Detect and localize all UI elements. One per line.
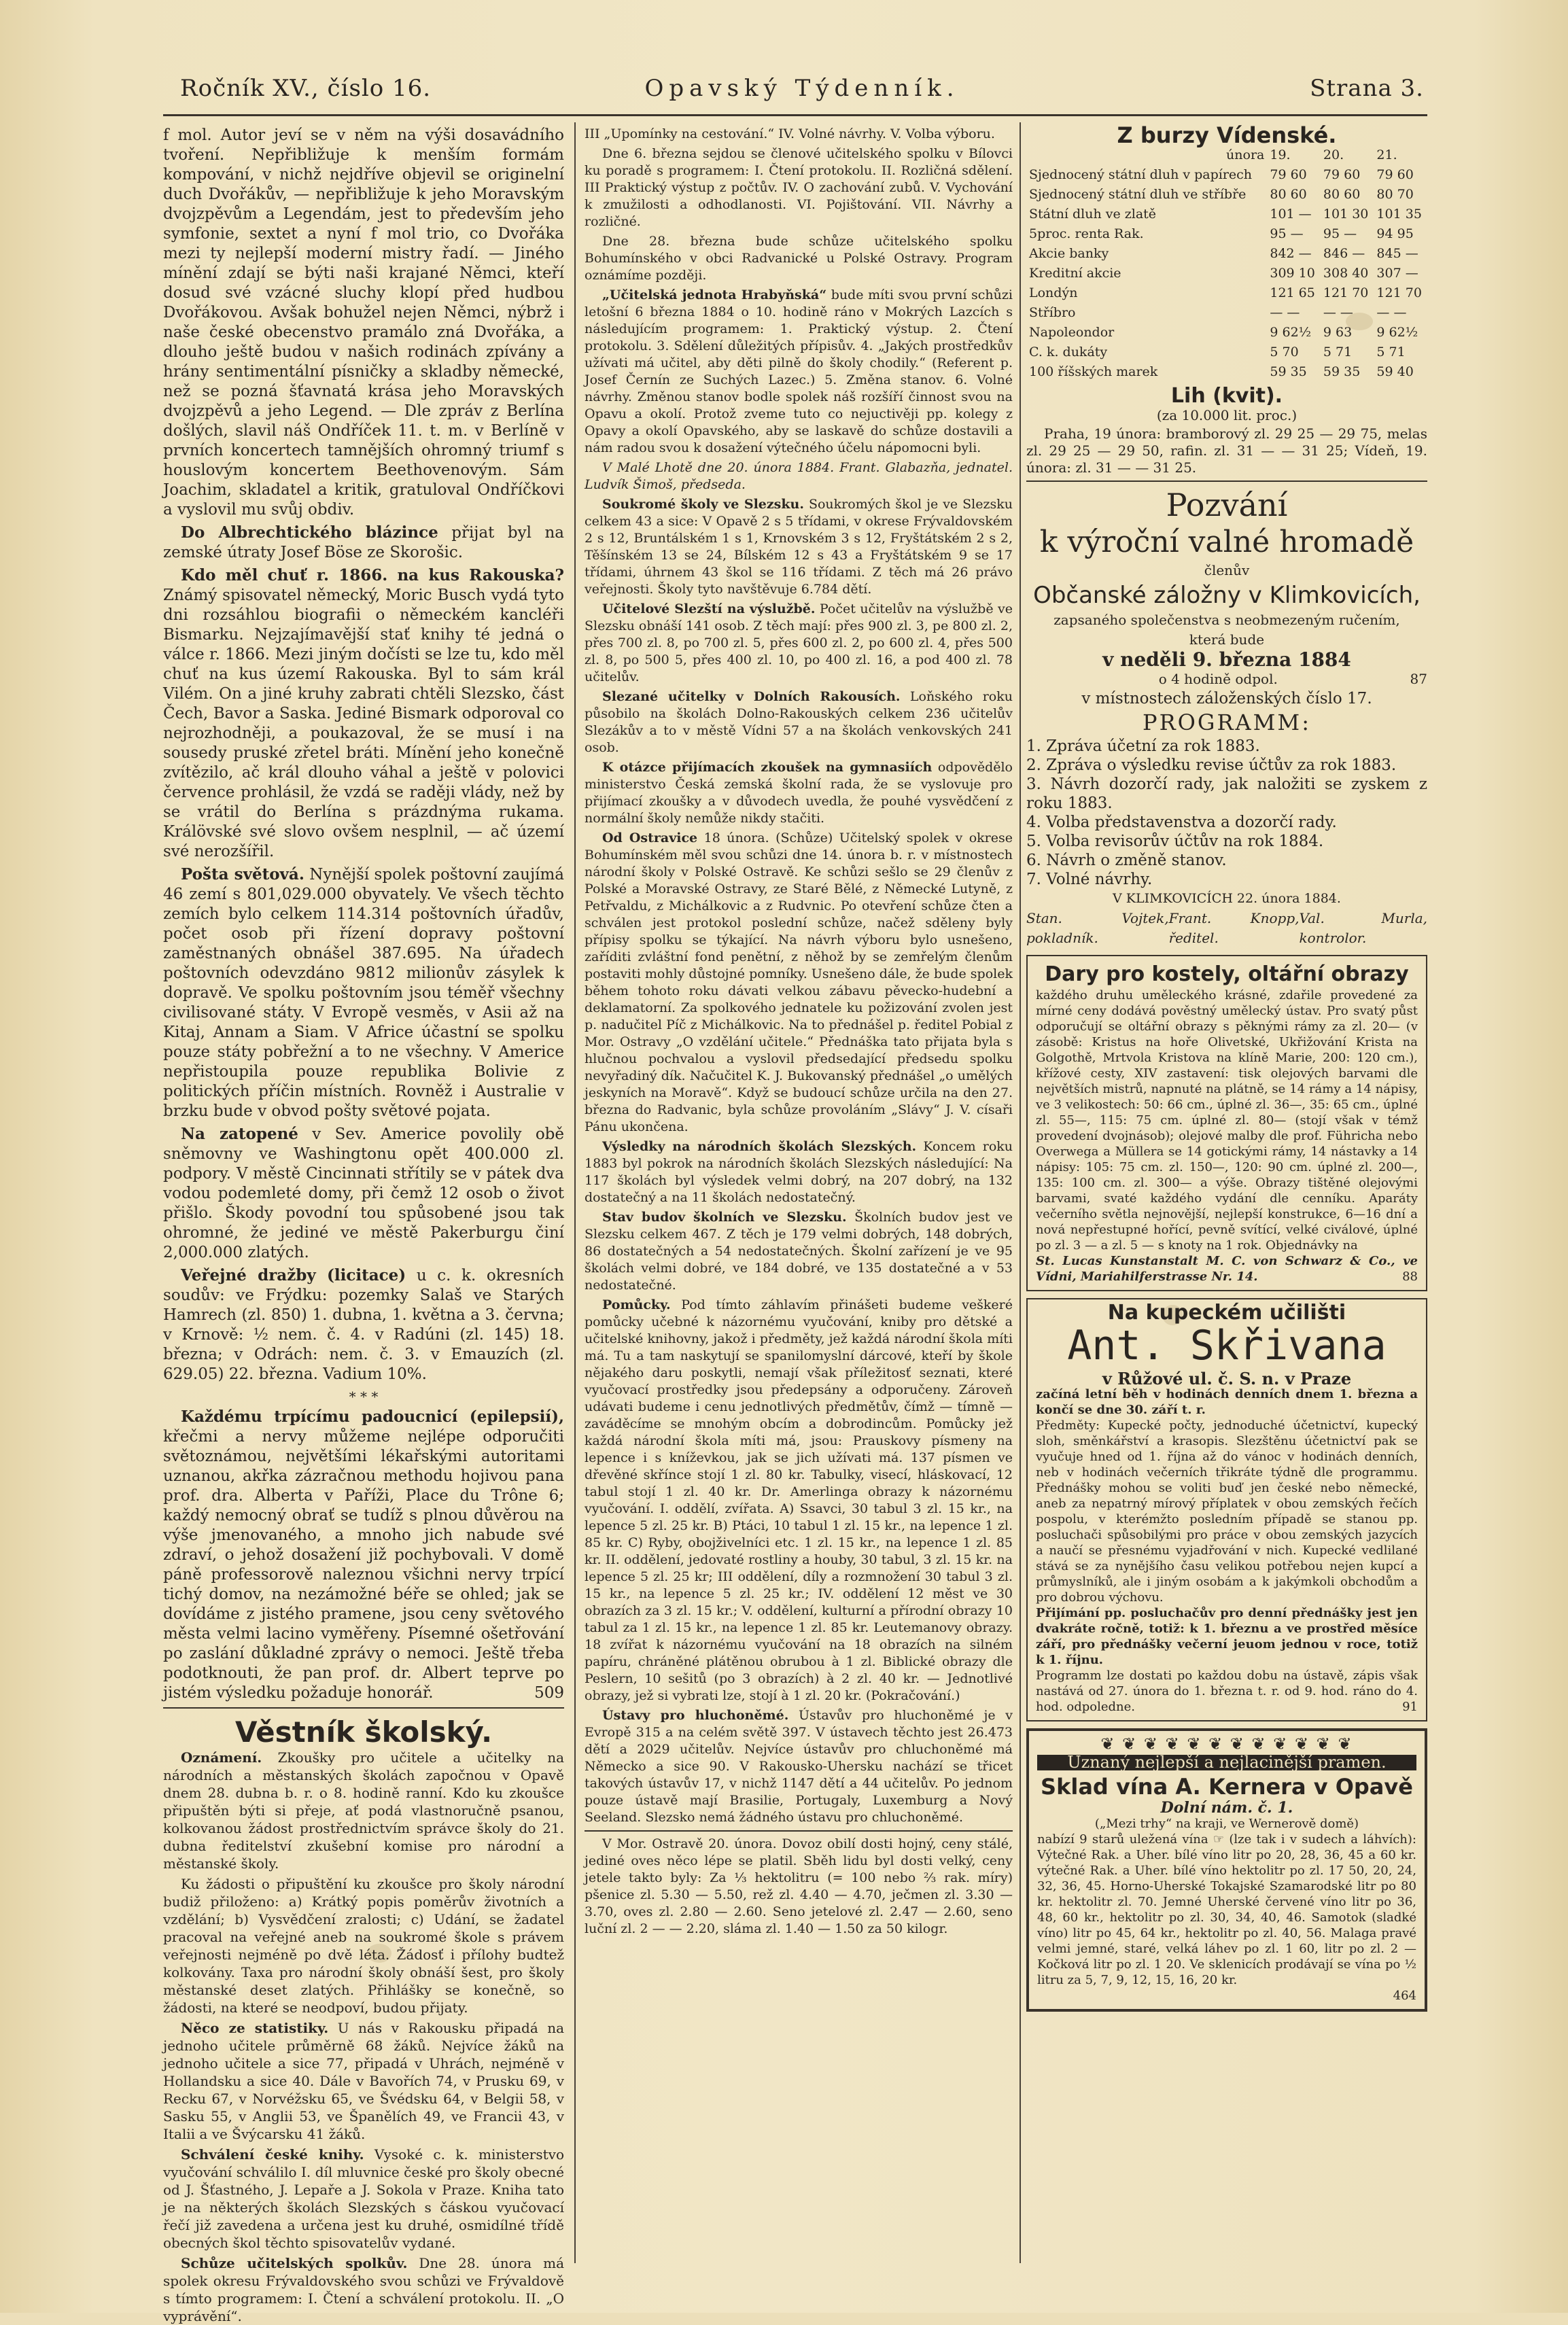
news-item — [163, 1749, 564, 1872]
table-header-cell: února — [1226, 147, 1265, 162]
news-text: Loňského roku působilo na školách Dolno-Rakouských celkem 236 učitelův Slezákův a to v městě Vídni 57 a na školách venkovských 241 osob. — [585, 689, 1013, 755]
table-cell: 9 63 — [1323, 325, 1353, 340]
section-rule — [585, 1830, 1013, 1832]
advert-address: („Mezi trhy“ na kraji, ve Wernerově domě) — [1094, 1817, 1359, 1831]
advert-number: 509 — [534, 1684, 564, 1702]
program-title: PROGRAMM: — [1143, 710, 1311, 735]
news-text: Dne 28. března bude schůze učitelského spolku Bohumínského v obci Radvanické u Polské Ostravy. Program oznámíme později. — [585, 234, 1013, 283]
advert-title: Dary pro kostely, oltářní obrazy — [1045, 962, 1409, 986]
school-name: Ant. Skřivana — [1067, 1322, 1387, 1369]
table-cell: 121 70 — [1376, 285, 1422, 300]
news-headline: Něco ze statistiky. — [181, 2020, 329, 2036]
news-item — [585, 601, 1013, 686]
news-signature: V Malé Lhotě dne 20. února 1884. Frant. Glabazňa, jednatel. Ludvík Šimoš, předseda. — [585, 460, 1013, 492]
news-text: odpovědělo ministerstvo Česká zemská školní rada, že se vyslovuje pro přijímací zkoušky a v důvodech uvedla, že pouhé vysvědčení z normální školy nemůže nikdy stačiti. — [585, 760, 1013, 826]
invite-text: členův — [1204, 562, 1250, 578]
table-cell: Napoleondor — [1029, 325, 1115, 340]
table-cell: 9 62½ — [1376, 325, 1418, 340]
invite-org: Občanské záložny v Klimkovicích, — [1033, 582, 1421, 609]
signer: Frant. Knopp, ředitel. — [1168, 910, 1300, 946]
signers-row — [1026, 909, 1427, 948]
news-headline: Schůze učitelských spolkův. — [181, 2255, 408, 2271]
table-cell: Státní dluh ve zlatě — [1029, 207, 1157, 222]
table-row — [1026, 343, 1427, 362]
news-headline: Do Albrechtického blázince — [181, 523, 438, 542]
advert-text: každého druhu uměleckého krásné, zdařile provedené za mírné ceny dodává pověstný umělecký ústav. Pro svatý půst odporučují se oltářní obrazy s pěknými rámy za zl. 20— (v zásobě: Kristus na hoře Olivetské, Ukřižování Krista na Golgothě, Mrtvola Kristova na klíně Marie, 200: 120 cm.), křížové cesty, XIV zastavení: tisk olejových barvami dle největších mistrů, napnuté na plátně, se 14 rámy a 14 nápisy, ve 3 velikostech: 50: 66 cm., úplné zl. 36—, 35: 65 cm., úplné zl. 55—, 115: 75 cm. úplné zl. 80— (stojí však v témž provedení dvojnásob); olejové malby dle prof. Führicha nebo Overwega a Müllera se 14 gotickými rámy, 14 nástavky a 14 nápisy: 105: 75 cm. zl. 150—, 120: 90 cm. úplné zl. 200—, 135: 100 cm. zl. 300— a výše. Obrazy tištěné olejovými barvami, svaté každého vydání dle cenníku. Aparáty večerního světla nejnovější, nejlepší konstrukce, 6—16 dní a nová nepřestupné hořící, pevně svítící, velké civálové, úplné po zl. 3 — a zl. 5 — s knoty na 1 rok. Objednávky na — [1036, 988, 1418, 1253]
table-cell: 101 — — [1270, 207, 1312, 222]
news-item — [163, 2254, 564, 2325]
signer: Stan. Vojtek, pokladník. — [1026, 910, 1169, 946]
advert-number: 87 — [1410, 671, 1427, 687]
advert-text — [1036, 1668, 1418, 1715]
news-headline: Oznámení. — [181, 1749, 262, 1766]
section-title-vestnik: Věstník školský. — [234, 1715, 493, 1749]
invite-date: v neděli 9. března 1884 — [1102, 648, 1351, 671]
advert-address: Dolní nám. č. 1. — [1160, 1799, 1293, 1817]
table-cell: — — — [1270, 305, 1300, 320]
advert-church-art — [1026, 955, 1427, 1291]
separator-stars: * * * — [349, 1388, 379, 1405]
news-text: křečmi a nervy můžeme nejlépe odporučiti světoznámou, největšími lékařskými autoritami uznanou, akřka zázračnou methodu hojivou pana prof. dra. Alberta v Paříži, Place du Trône 6; každý nemocný obrať se tudíž s plnou důvěrou na výše jmenovaného, a mnoho jich nabude své zdraví, o jehož dosažení již pochybovali. V domě páně professorově naleznou všichni nervy trpící tichý domov, na nezámožné béře se ohled; jak se dovídáme z jistého pramene, jsou ceny světového města velmi lacino vyměřeny. Písemné ošetřování po zaslání důkladné zprávy o nemoci. Ještě třeba podotknouti, že pan prof. dr. Albert teprve po jistém výsledku požaduje honorář. — [163, 1428, 564, 1702]
section-rule — [1026, 480, 1427, 482]
news-item — [585, 688, 1013, 756]
advert-text: Přijímání pp. posluchačův pro denní přednášky jest jen dvakráte ročně, totiž: k 1. březnu a ve prostřed měsíce září, pro přednášky večerní jeuom jednou v roce, totiž k 1. říjnu. — [1036, 1606, 1418, 1667]
advert-text: nabízí 9 starů uležená vína ☞ (lze tak i v sudech a láhvích): Výtečné Rak. a Uher. bílé víno litr po 20, 28, 36, 45 a 60 kr. výtečné Rak. a Uher. bílé víno hektolitr po zl. 17 50, 20, 24, 32, 36, 45. Horno-Uherské Tokajské Szamarodské litr po 80 kr. hektolitr zl. 70. Jemné Uherské červené víno litr po 36, 48, 60 kr., hektolitr po zl. 30, 34, 40, 46. Samotok (sladké víno) litr po 45, 64 kr., hektolitr po zl. 40, 56. Malaga pravé velmi jemné, staré, velká láhev po zl. 1 60, litr po zl. 2 — Kočková litr po zl. 1 20. Ve sklenicích prodávají se vína po ½ litru za 5, 7, 9, 12, 15, 16, 20 kr. — [1037, 1832, 1416, 1987]
column-left — [163, 126, 565, 2324]
table-cell: Sjednocený státní dluh ve stříbře — [1029, 187, 1247, 202]
table-row — [1026, 264, 1427, 283]
news-item — [163, 523, 564, 563]
news-item — [163, 1265, 564, 1384]
news-headline: Kdo měl chuť r. 1866. na kus Rakouska? — [181, 566, 564, 584]
news-text: Nynější spolek poštovní zaujímá 46 zemí s 801,029.000 obyvately. Ve všech těchto zemích bylo celkem 114.314 poštovních úřadův, počet osob při řízení dopravy poštovní zaměstnaných obnášel 387.695. Na úřadech poštovních odevzdáno 9812 milionův zásylek k dopravě. Ve spolku poštovním jsou téměř všechny civilisované státy. V Evropě vesměs, v Asii až na Kitaj, Annam a Siam. V Africe účastní se spolku pouze státy pobřežní a to ne všechny. V Americe nepřistoupila pouze republika Bolivie z politických příčin místních. Rovněž i Australie v brzku bude v obvod pošty světové pojata. — [163, 866, 565, 1120]
advert-text: začíná letní běh v hodinách denních dnem 1. března a končí se dne 30. září t. r. — [1036, 1387, 1418, 1417]
news-text: Zkoušky pro učitele a učitelky na národních a městanských školách započnou v Opavě dnem 28. dubna b. r. o 8. hodině ranní. Kdo ku zkoušce připuštěn býti si přeje, ať podá vlastnoručně psanou, kolkovanou žádost prostřednictvím správce školy do 21. dubna ředitelství zkušební komise pro národní a městanské školy. — [163, 1749, 564, 1872]
advert-title: Na kupeckém učilišti — [1107, 1301, 1346, 1325]
table-cell: 59 40 — [1376, 364, 1414, 379]
table-cell: 79 60 — [1270, 167, 1307, 182]
table-cell: 95 — — [1270, 226, 1304, 241]
advert-epilepsy — [163, 1407, 564, 1703]
signer: Val. Murla, kontrolor. — [1299, 910, 1427, 946]
news-headline: Od Ostravice — [602, 831, 698, 845]
article-text: f mol. Autor jeví se v něm na výši dosavádního tvoření. Nepřibližuje k menším formám kompování, v nichž nejdříve objevil se originelní duch Dvořákův, — nepřibližuje k jeho Moravským dvojzpěvům a Legendám, jest to především jeho symfonie, sextet a nyní f mol trio, co Dvořáka mezi ty nejlepší moderní mistry řadí. — Jiného mínění zdají se býti naši krajané Němci, kteří dosud své vzácné sluchy klopí před hudbou Dvořákovou. Avšak bohužel nejen Němci, nýbrž i naše české obecenstvo pramálo zná Dvořáka, a dlouho ještě budou v našich rodinách zpívány a hrány sentimentální písničky a skladby německé, než se pozná šťavnatá krása jeho Moravských dvojzpěvů a jeho Legend. — Dle zpráv z Berlína došlých, slavil náš Ondříček 11. t. m. v Berlíně v prvních koncertech tamnějších ohromný triumf s houslovým koncertem Beethovenovým. Sám Joachim, skladatel a kritik, gratuloval Ondříčkovi a vyslovil mu svůj obdiv. — [163, 126, 564, 519]
table-cell: 59 35 — [1270, 364, 1307, 379]
news-text: v Sev. Americe povolily obě sněmovny ve Washingtonu opět 400.000 zl. podpory. V městě Cincinnati střítily se v pátek dva vodou podemleté domy, při čemž 12 osob o život přišlo. Škody povodní tou spůsobené jsou tak ohromné, že jediné ve městě Pakerburgu činí 2,000.000 zlatých. — [163, 1125, 565, 1261]
table-cell: Londýn — [1029, 285, 1078, 300]
news-headline: Soukromé školy ve Slezsku. — [602, 497, 804, 512]
list-item: 7. Volné návrhy. — [1026, 871, 1153, 888]
news-item — [163, 2146, 564, 2252]
list-item: 1. Zpráva účetní za rok 1883. — [1026, 737, 1260, 755]
table-cell: 845 — — [1376, 246, 1418, 261]
table-cell: — — — [1376, 305, 1407, 320]
table-row — [1026, 323, 1427, 343]
table-cell: 5 71 — [1376, 345, 1406, 360]
news-headline: Každému trpícímu padoucnicí (epilepsií), — [181, 1408, 564, 1426]
news-text: U nás v Rakousku připadá na jednoho učitele průměrně 68 žáků. Nejvíce žáků na jednoho učitele a sice 77, připadá v Uhrách, nejméně v Hollandsku a sice 40. Dále v Bavořích 74, v Prusku 69, v Recku 67, v Norvéžsku 65, ve Švédsku 64, v Belgii 58, v Sasku 55, v Anglii 53, ve Španělích 49, ve Francii 43, v Italii a ve Švýcarsku 41 žáků. — [163, 2020, 564, 2142]
news-headline: Ústavy pro hluchoněmé. — [602, 1708, 789, 1723]
table-cell: 79 60 — [1376, 167, 1414, 182]
table-row — [1026, 244, 1427, 264]
news-text: Počet učitelův na výslužbě ve Slezsku obnáší 141 osob. Z těch mají: přes 900 zl. 3, pe 800 zl. 2, přes 700 zl. 8, po 700 zl. 5, přes 600 zl. 2, po 600 zl. 4, přes 500 zl. 8, po 500 5, přes 400 zl. 10, po 400 zl. 16, a pod 400 zl. 78 učitelův. — [585, 601, 1013, 684]
advert-school — [1026, 1298, 1427, 1721]
news-text: III „Upomínky na cestování.“ IV. Volné návrhy. V. Volba výboru. — [585, 126, 995, 141]
news-item — [585, 1209, 1013, 1294]
advert-address — [1036, 1253, 1418, 1284]
news-text: Koncem roku 1883 byl pokrok na národních školách Slezských následující: Na 117 školách byl výsledek velmi dobrý, na 207 dobrý, na 132 dostatečný a na 11 školách nedostatečný. — [585, 1139, 1013, 1205]
list-item: 6. Návrh o změně stanov. — [1026, 852, 1227, 869]
lih-text: Praha, 19 února: bramborový zl. 29 25 — 29 75, melas zl. 29 25 — 29 50, rafin. zl. 31 — — 31 25; Vídeň, 19. února: zl. 31 — — 31 25. — [1026, 425, 1427, 476]
news-text: přijat byl na zemské útraty Josef Böse ze Skorošic. — [163, 524, 565, 561]
table-cell: 308 40 — [1323, 266, 1369, 281]
news-text: bude míti svou první schůzi letošní 6 března 1884 o 10. hodině ráno v Mokrých Lazcích s následujícím programem: 1. Praktický výstup. 2. Čtení protokolu. 3. Sdělení důležitých přípisův. 4. „Jakých prostředkův užívati má učitel, aby děti pilně do školy chodily.“ (Referent p. Josef Černín ze Suchých Lazec.) 5. Změna stanov. 6. Volné návrhy. Změnou stanov bodle spolek náš rozšíří činnost svou na Opavu a okolí. Protož zveme tuto co nejuctivěji pp. kolegy z Opavy a okolí Opavského, aby se laskavě do schůze dostavili a nám radou svou k dosažení výtečného účelu nápomocni byli. — [585, 287, 1013, 455]
table-cell: 307 — — [1376, 266, 1418, 281]
table-cell: Kreditní akcie — [1029, 266, 1121, 281]
table-cell: Stříbro — [1029, 305, 1076, 320]
news-text: 18 února. (Schůze) Učitelský spolek v okrese Bohumínském měl svou schůzi dne 14. února b. r. v místnostech národní školy v Polské Ostravě. Ke schůzi sešlo se 29 členův z Polské a Moravské Ostravy, ze Staré Bělé, z Německé Lutyně, z Petřvaldu, z Michálkovic a z Rudvnic. Po otevření schůze čten a schválen jest protokol poslední schůze, načež sděleny byly přípisy spolku se týkající. Na návrh výboru bylo usnešeno, zaříditi zvláštní fond penětní, z něhož by se zemřelým členům postaviti mohly důstojné pomníky. Usnešeno dále, že bude spolek během tohoto roku dávati velkou zábavu pěvecko-hudební a deklamatorní. Za spolkového jednatele ku požizování zvolen jest p. nadučitel Píč z Michálkovic. Na to přednášel p. ředitel Pobial z Mor. Ostravy „O vzdělání učitele.“ Přednáška tato přijata byla s hlučnou pochvalou a vyslovil předsedající předsedu spolku nevyřadiný dík. Načučitel K. J. Bukovanský přednášel „o umělých jeskyních na Moravě“. Když se budoucí schůze určila na den 27. března do Radvanic, byla schůze provoláním „Slávy“ J. V. císaři Pánu ukončena. — [585, 831, 1013, 1134]
table-cell: Sjednocený státní dluh v papírech — [1029, 167, 1253, 182]
news-headline: Učitelové Slezští na výslužbě. — [602, 601, 816, 616]
table-row — [1026, 303, 1427, 323]
list-item: 5. Volba revisorův účtův na rok 1884. — [1026, 833, 1324, 850]
table-header-cell: 19. — [1270, 147, 1291, 162]
invite-place: v místnostech záloženských číslo 17. — [1081, 690, 1372, 707]
table-cell: 5 70 — [1270, 345, 1299, 360]
bourse-table — [1026, 145, 1427, 382]
lih-title: Lih (kvit). — [1170, 384, 1283, 408]
news-item — [585, 1707, 1013, 1826]
table-cell: 846 — — [1323, 246, 1365, 261]
news-headline: Schválení české knihy. — [181, 2146, 364, 2163]
table-header-cell: 20. — [1323, 147, 1344, 162]
invite-time: o 4 hodině odpol. — [1158, 671, 1278, 687]
table-cell: 80 70 — [1376, 187, 1414, 202]
table-cell: 80 60 — [1323, 187, 1361, 202]
table-header-cell: 21. — [1376, 147, 1397, 162]
column-right — [1026, 122, 1427, 2246]
news-item — [163, 2019, 564, 2143]
advert-number: 464 — [1393, 1989, 1416, 2003]
advert-text-body: Programm lze dostati po každou dobu na ústavě, zápis však nastává od 27. února do 1. března t. r. od 9. hod. ráno do 4. hod. odpoledne. — [1036, 1668, 1418, 1714]
table-cell: 5 71 — [1323, 345, 1353, 360]
table-row — [1026, 185, 1427, 205]
invite-place-date: V KLIMKOVICÍCH 22. února 1884. — [1113, 891, 1341, 906]
news-text: Ústavův pro hluchoněmé je v Evropě 315 a na celém světě 397. V ústavech těchto jest 26.473 dětí a 2029 učitelův. Nejvíce ústavův pro chluchoněmé má Německo a sice 90. V Rakousko-Uhersku nachází se třicet takových ústavův 17, v nichž 1147 dětí a 44 učitelův. Po jednom pouze ústavě mají Brasilie, Portugaly, Luxemburg a Nový Seeland. Slezsko nemá žádného ústavu pro chluchoněmé. — [585, 1708, 1013, 1825]
news-headline: Pošta světová. — [181, 865, 304, 884]
news-text: Dne 6. března sejdou se členové učitelského spolku v Bílovci ku poradě s programem: I. Čtení protokolu. II. Rozličná sdělení. III Praktický výstup z počtův. IV. O zachování zubů. V. Vychování k zmužilosti a odhodlanosti. VI. Pojištování. VII. Návrhy a rozličné. — [585, 146, 1013, 229]
table-cell: 121 65 — [1270, 285, 1315, 300]
table-cell: Akcie banky — [1029, 246, 1109, 261]
table-cell: 309 10 — [1270, 266, 1315, 281]
news-text: Soukromých škol je ve Slezsku celkem 43 a sice: V Opavě 2 s 5 třídami, v okrese Frývaldovském 2 s 12, Bruntálském 1 s 1, Krnovském 3 s 12, Fryštátském 2 s 2, Těšínském 13 se 24, Bílském 12 s 43 a Fryštátském 9 se 17 třídami, úhrnem 43 škol se 116 třídami. Z těch má 26 právo veřejnosti. Školy tyto navštěvuje 6.784 dětí. — [585, 497, 1013, 597]
table-cell: 80 60 — [1270, 187, 1307, 202]
invite-text — [1026, 669, 1427, 689]
table-cell: 95 — — [1323, 226, 1357, 241]
news-headline: Stav budov školních ve Slezsku. — [602, 1210, 847, 1225]
list-item: 4. Volba představenstva a dozorčí rady. — [1026, 814, 1337, 831]
advert-wine — [1026, 1728, 1427, 2012]
table-cell: 5proc. renta Rak. — [1029, 226, 1144, 241]
newspaper-title: Opavský Týdenník. — [644, 75, 960, 102]
advert-title: Sklad vína A. Kernera v Opavě — [1041, 1774, 1413, 1800]
page-number: Strana 3. — [1310, 75, 1424, 102]
lih-subtitle: (za 10.000 lit. proc.) — [1156, 407, 1297, 423]
news-item — [163, 565, 564, 862]
market-report: V Mor. Ostravě 20. února. Dovoz obilí dosti hojný, ceny stálé, jediné oves něco lépe se platil. Sběh lidu byl dosti velký, ceny jetele takto byly: Za ⅓ hektolitru (= 100 nebo ⅔ rak. míry) pšenice zl. 5.30 — 5.50, rež zl. 4.40 — 4.70, ječmen zl. 3.30 — 3.70, oves zl. 2.80 — 2.60. Seno jetelové zl. 2.47 — 2.60, seno luční zl. 2 — — 2.20, sláma zl. 1.40 — 1.50 za 50 kilogr. — [585, 1836, 1013, 1936]
news-item — [163, 864, 564, 1121]
column-divider — [574, 122, 576, 2263]
table-row — [1026, 362, 1427, 382]
column-divider — [1020, 122, 1021, 2263]
advert-number: 91 — [1402, 1700, 1418, 1714]
news-headline: Veřejné dražby (licitace) — [181, 1266, 406, 1284]
table-cell: 9 62½ — [1270, 325, 1312, 340]
news-text: Známý spisovatel německý, Moric Busch vydá tyto dni rozsáhlou biografii o německém kancléři Bismarku. Nejzajímavější stať knihy té jedná o válce r. 1866. Mezi jiným dočísti se lze tu, kdo měl chuť na kus území Rakouska. Byl to sám král Vilém. On a jiné kruhy zabrati chtěli Slezsko, část Čech, Bavor a Saska. Jediné Bismark odporoval co nejrozhodněji, a poukazoval, že se musí i na sousedy pruské zřetel bráti. Mínění jeho konečně zvítězilo, ač král dlouho váhal a ještě v polovici července prohlásil, že vzdá se raději vlády, než by se vrátil do Berlína s prázdnýma rukama. Králövské své slovo ovšem nesplnil, — ač území své nerozšířil. — [163, 587, 564, 860]
bourse-title: Z burzy Vídenské. — [1117, 122, 1337, 148]
table-cell: 100 říšských marek — [1029, 364, 1158, 379]
news-headline: Na zatopené — [181, 1125, 298, 1143]
decorative-border-icon: ❦ ❦ ❦ ❦ ❦ ❦ ❦ ❦ ❦ ❦ ❦ ❦ — [1100, 1734, 1353, 1753]
news-item — [163, 1124, 564, 1263]
table-row — [1026, 283, 1427, 303]
invite-subheading: k výroční valné hromadě — [1039, 525, 1414, 559]
news-item — [585, 830, 1013, 1136]
invite-text: která bude — [1189, 631, 1265, 648]
table-cell: C. k. dukáty — [1029, 345, 1108, 360]
table-cell: — — — [1323, 305, 1353, 320]
news-item — [585, 1297, 1013, 1705]
news-item — [585, 287, 1013, 457]
news-text: Dne 28. února má spolek okresu Frývaldovského svou schůzi ve Frývaldově s tímto programem: I. Čtení a schválení protokolu. II. „O vyprávění“. — [163, 2255, 564, 2324]
school-address: v Růžové ul. č. S. n. v Praze — [1102, 1369, 1352, 1388]
news-text: u c. k. okresních soudův: ve Frýdku: pozemky Salaš ve Starých Hamrech (zl. 850) 1. dubna, 1. května a 3. června; v Krnově: ½ nem. č. 4. v Radúni (zl. 145) 18. března; v Odrách: nem. č. 3. v Emauzích (zl. 629.05) 22. března. Vadium 10%. — [163, 1267, 564, 1383]
advert-address-text: St. Lucas Kunstanstalt M. C. von Schwarz & Co., ve Vídni, Mariahilferstrasse Nr. 14. — [1036, 1254, 1418, 1284]
table-cell: 101 35 — [1376, 207, 1422, 222]
table-row — [1026, 165, 1427, 185]
column-middle — [585, 126, 1013, 2246]
news-headline: „Učitelská jednota Hrabyňská“ — [602, 287, 827, 302]
advert-text: Předměty: Kupecké počty, jednoduché účetnictví, kupecký sloh, směnkářství a krasopis. Slezštěnu účetnictví pak se vyučuje hned od 1. října až do vánoc v hodinách denních, neb v hodinách večerních třikráte týdně dle programmu. Přednášky mohou se voliti buď jen české nebo německé, aneb za nepatrný mírový příplatek v obou zemských řečích pospolu, v kterémžto posledním případě se stanou pp. posluchači spůsobilými pro práce v obou zemských jazycích a naučí se přesnému vyjadřování v nich. Kupecké vedlilané stává se za nynějšího času velikou potřebou nejen kupcí a průmyslníků, ale i jiným osobám a k jakýmkoli obchodům a pro dobrou výchovu. — [1036, 1418, 1418, 1605]
invitation-advert — [1026, 486, 1427, 948]
news-text: Školních budov jest ve Slezsku celkem 467. Z těch je 179 velmi dobrých, 148 dobrých, 86 dostatečných a 54 nedostatečných. Školní zařízení je ve 95 školách velmi dobré, ve 184 dobré, ve 135 dostatečné a v 53 nedostatečné. — [585, 1210, 1013, 1293]
list-item: 3. Návrh dozorčí rady, jak naložiti se zyskem z roku 1883. — [1026, 775, 1427, 812]
table-cell: 79 60 — [1323, 167, 1361, 182]
list-item: 2. Zpráva o výsledku revise účtův za rok 1883. — [1026, 756, 1397, 774]
news-text: Ku žádosti o připuštění ku zkoušce pro školy národní budiž přiloženo: a) Krátký popis poměrův životních a vzdělání; b) Vysvědčení zralosti; c) Udání, se žadatel pracoval na veřejné aneb na soukromé škole s právem veřejnosti nejméně po dvě léta. Žádosť i přílohy budtež kolkovány. Taxa pro národní školy obnáší šest, pro školy městanské deset zlatých. Přihlášky se konečně, so žádosti, na které se neodpoví, budou přijaty. — [163, 1876, 564, 2016]
table-row — [1026, 205, 1427, 224]
wine-banner: Uznaný nejlepší a nejlacinější pramen. — [1037, 1755, 1416, 1770]
news-text: Vysoké c. k. ministerstvo vyučování schválilo I. díl mluvnice české pro školy obecné od J. Šťastného, J. Lepaře a J. Sokola v Praze. Kniha tato je na některých školách Slezských s čáskou vyučovací řečí již zavedena a určena jest ku druhé, osmidílné třídě obecných škol těchto spisovatelův vydané. — [163, 2146, 565, 2251]
table-cell: 842 — — [1270, 246, 1312, 261]
invite-text: zapsaného společenstva s neobmezeným ručením, — [1053, 612, 1400, 628]
news-item — [585, 759, 1013, 827]
vestnik-section — [163, 1749, 564, 2325]
table-row — [1026, 224, 1427, 244]
news-text: Pod tímto záhlavím přinášeti budeme veškeré pomůcky učebné k názornému vyučování, kniby pro dětské a učitelské knihovny, jakož i předměty, jež každá národní škola míti má. Tu a tam naskytují se spanilomyslní dárcové, kteří by škole nějakého daru poskytli, nemají však příležitosť seznati, které vyučovací prostředky jsou předepsány a odporučeny. Zároveň udávati budeme i cenu jednotlivých předmětův, čímž — tímně — zaváděcíme se mnohým obcím a dobrodincům. Pomůcky jež každá národní škola míti má, jsou: Prauskovy písmeny na lepence i s kníževkou, jak se jich užívati má. 137 písmen ve dřevěné skřínce stojí 1 zl. 80 kr. Tabulky, visecí, hláskovací, 12 tabul stojí 1 zl. 40 kr. Dr. Amerlinga obrazy k názornému vyučování. I. oddělí, zvířata. A) Ssavci, 30 tabul 3 zl. 15 kr., na lepence 5 zl. 25 kr. B) Ptáci, 10 tabul 1 zl. 15 kr., na lepence 1 zl. 85 kr. C) Ryby, obojživelníci etc. 1 zl. 15 kr., na lepence 1 zl. 85 kr. II. oddělení, jedovaté rostliny a houby, 30 tabul, 3 zl. 15 kr. na lepence 5 zl. 25 kr; III oddělení, díly a rozmnožení 30 tabul 3 zl. 15 kr., na lepence 5 zl. 25 kr.; IV. oddělení 12 měst ve 30 obrazích za 3 zl. 15 kr.; V. oddělení, kulturní a přírodní obrazy 10 tabul za 1 zl. 15 kr., na lepence 1 zl. 85 kr. Leutemanovy obrazy. 18 zvířat k názornému vyučování na 18 obrazích na silném papíru, chráněné plátěnou obrubou à 1 zl. Biblické obrazy dle Peslern, 10 sešitů (po 3 obrazích) à 2 zl. 40 kr. — Jednotlivé obrazy, jež si vybrati lze, stojí à 1 zl. 20 kr. (Pokračování.) — [585, 1297, 1013, 1703]
header-rule — [163, 114, 1427, 116]
invite-heading: Pozvání — [1166, 487, 1288, 523]
news-headline: Výsledky na národních školách Slezských. — [602, 1139, 917, 1154]
news-item — [585, 496, 1013, 598]
table-cell: 94 95 — [1376, 226, 1414, 241]
table-cell: 59 35 — [1323, 364, 1361, 379]
section-rule — [163, 1707, 564, 1709]
page-header — [180, 75, 1424, 109]
program-list — [1026, 737, 1427, 889]
table-header-row — [1026, 145, 1427, 165]
issue-label: Ročník XV., číslo 16. — [180, 75, 432, 102]
advert-number: 88 — [1402, 1270, 1418, 1284]
news-headline: Pomůcky. — [602, 1297, 671, 1312]
news-headline: K otázce přijímacích zkoušek na gymnasiích — [602, 760, 933, 775]
news-item — [585, 1138, 1013, 1206]
news-headline: Slezané učitelky v Dolních Rakousích. — [602, 689, 901, 704]
table-cell: 121 70 — [1323, 285, 1369, 300]
table-cell: 101 30 — [1323, 207, 1369, 222]
